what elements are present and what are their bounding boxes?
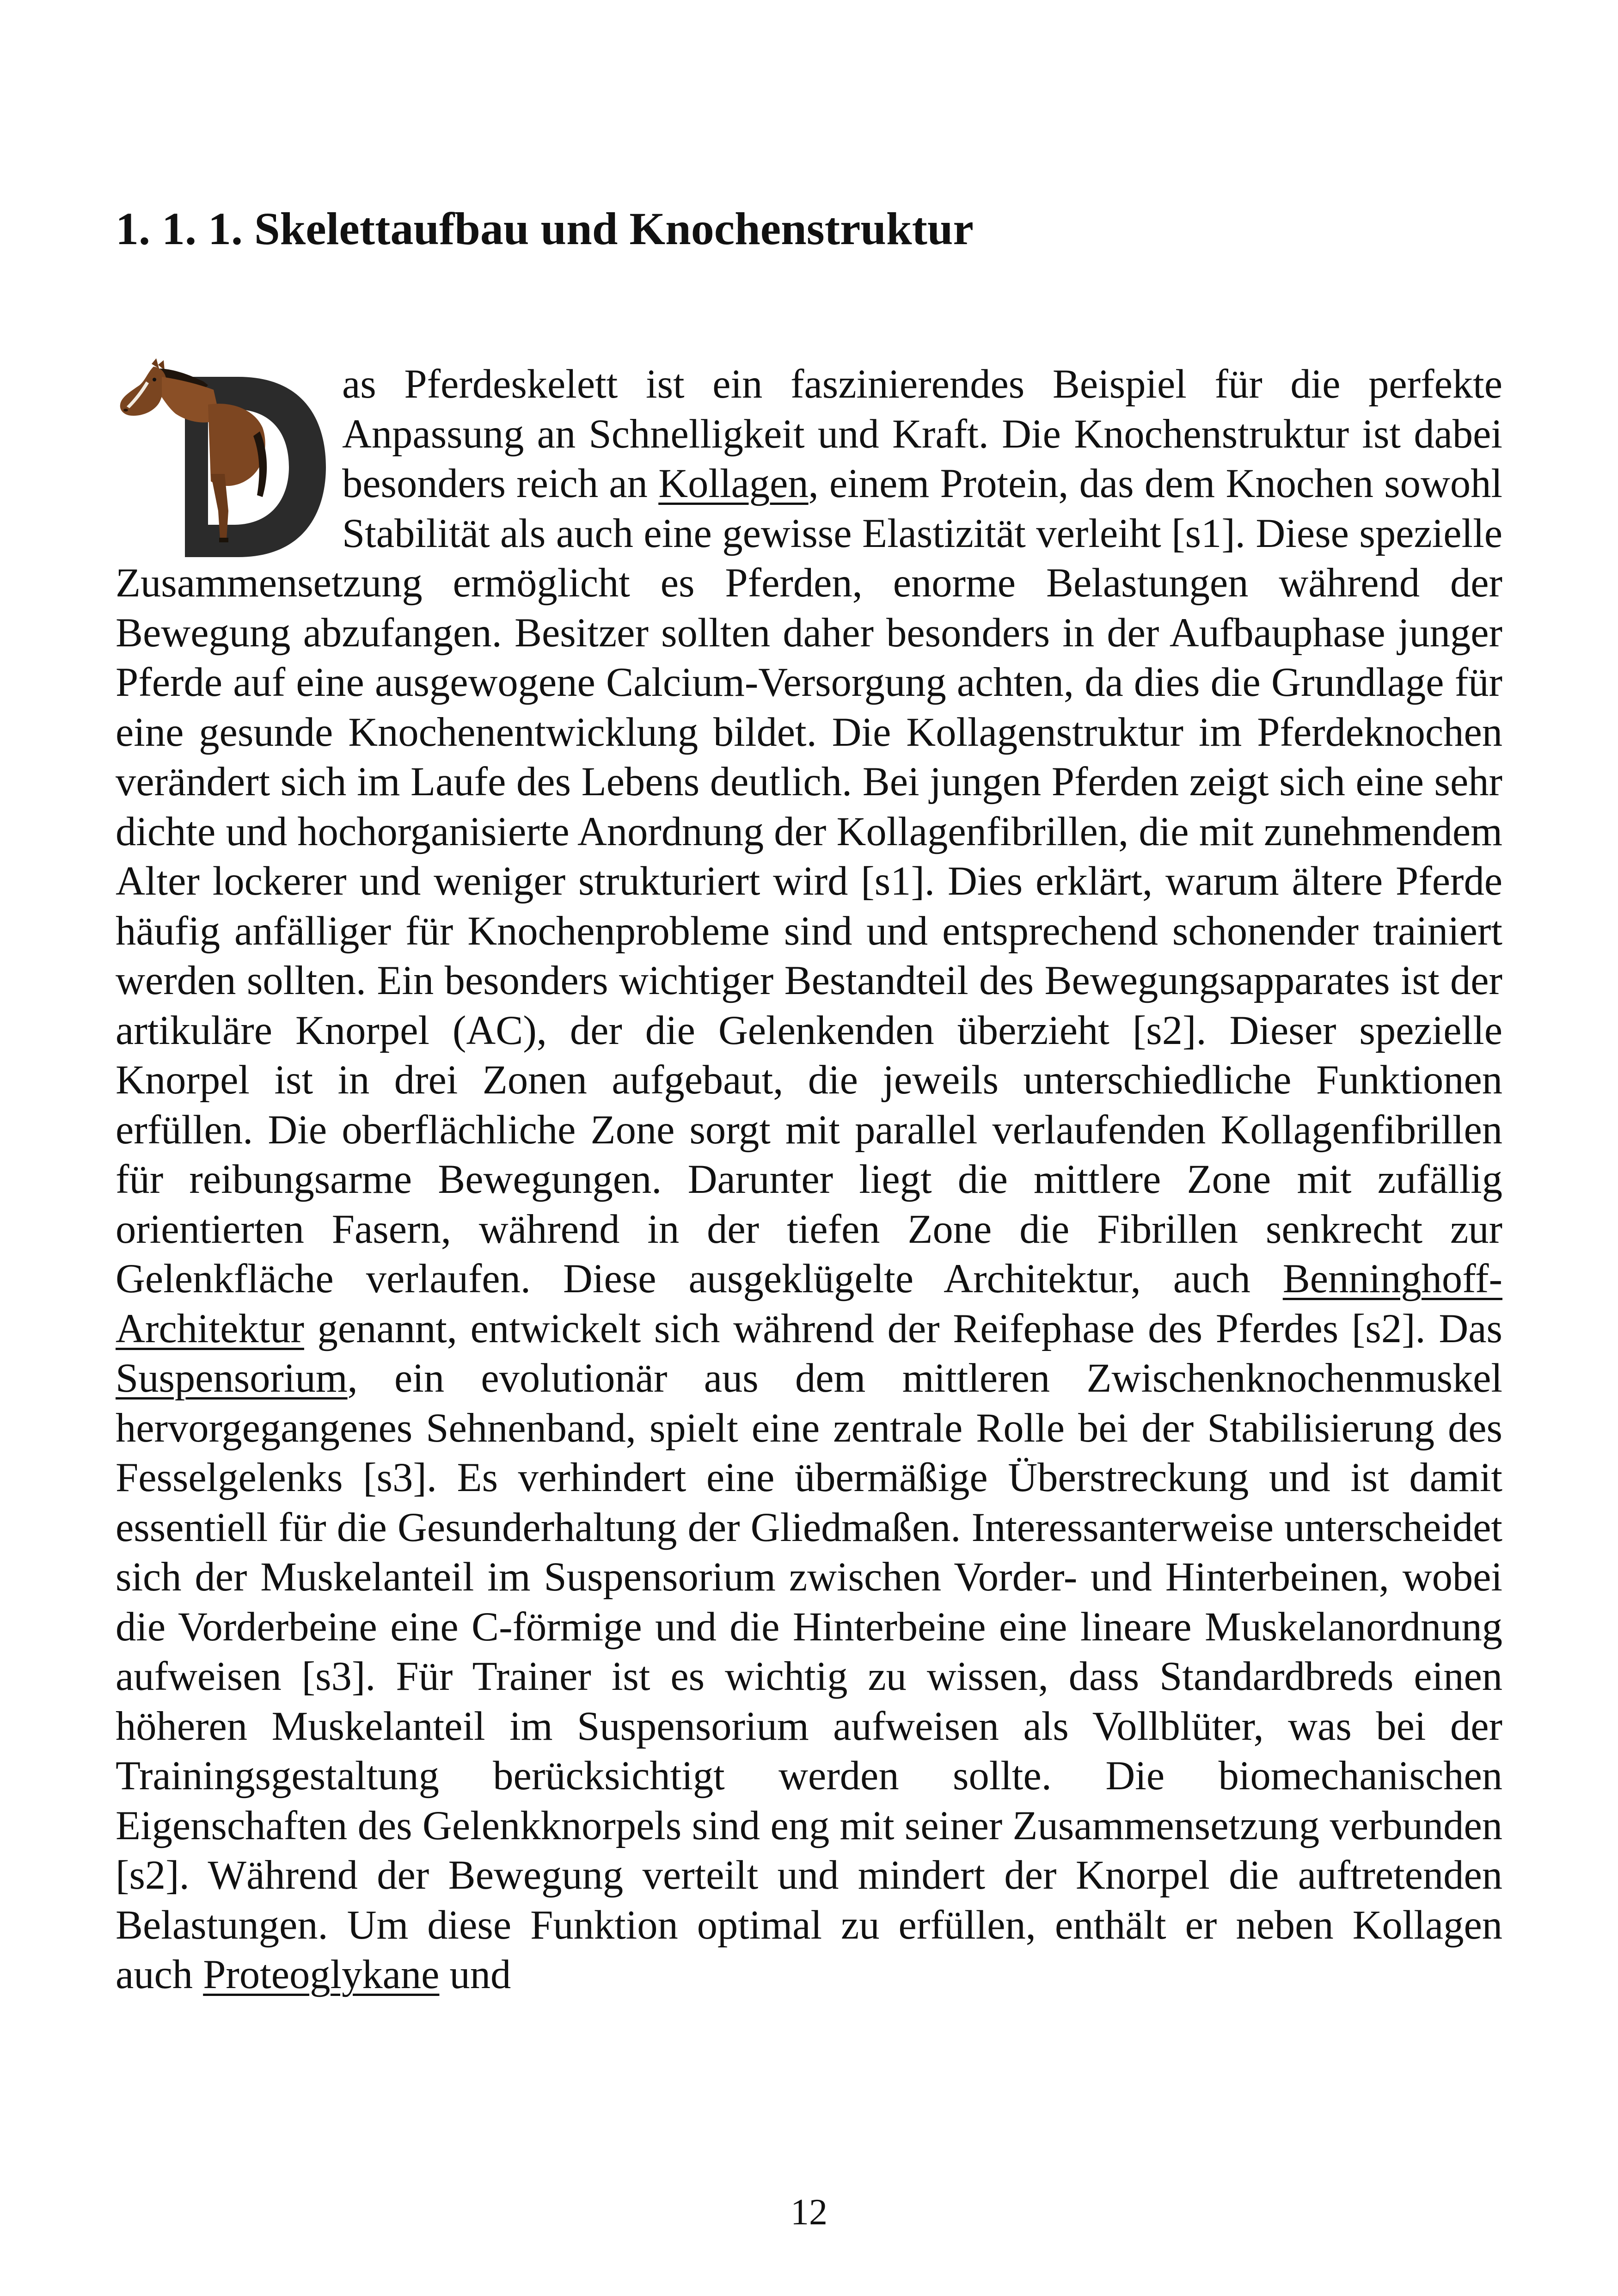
section-heading: 1. 1. 1. Skelettaufbau und Knochenstruktur: [116, 203, 974, 254]
body-text-segment: , ein evolutionär aus dem mittleren Zwischenknochenmuskel hervorgegangenes Sehnenband, spielt eine zentrale Rolle bei der Stabilisierung des Fesselgelenks [s3]. Es verhindert eine übermäßige Überstreckung und ist damit essentiell für die Gesunderhaltung der Gliedmaßen. Interessanterweise unterscheidet sich der Muskelanteil im Suspensorium zwischen Vorder- und Hinterbeinen, wobei die Vorderbeine eine C-förmige und die Hinterbeine eine lineare Muskelanordnung aufweisen [s3]. Für Trainer ist es wichtig zu wissen, dass Standardbreds einen höheren Muskelanteil im Suspensorium aufweisen als Vollblüter, was bei der Trainingsgestaltung berücksichtigt werden sollte. Die biomechanischen Eigenschaften des Gelenkknorpels sind eng mit seiner Zusammensetzung verbunden [s2]. Während der Bewegung verteilt und mindert der Knorpel die auftretenden Belastungen. Um diese Funktion optimal zu erfüllen, enthält er neben Kollagen auch: [116, 1356, 1502, 1997]
body-text-segment: genannt, entwickelt sich während der Reifephase des Pferdes [s2]. Das: [304, 1306, 1502, 1351]
page-number: 12: [791, 2192, 827, 2233]
link-proteoglykane[interactable]: Proteoglykane: [203, 1952, 440, 1997]
link-benninghoff-architektur[interactable]: Benninghoff-Architektur: [116, 1256, 1502, 1351]
body-text-segment: , einem Protein, das dem Knochen sowohl Stabilität als auch eine gewisse Elastizität verleiht [s1]. Diese spezielle Zusammensetzung ermöglicht es Pferden, enorme Belastungen während der Bewegung abzufangen. Besitzer sollten daher besonders in der Aufbauphase junger Pferde auf eine ausgewogene Calcium-Versorgung achten, da dies die Grundlage für eine gesunde Knochenentwicklung bildet. Die Kollagenstruktur im Pferdeknochen verändert sich im Laufe des Lebens deutlich. Bei jungen Pferden zeigt sich eine sehr dichte und hochorganisierte Anordnung der Kollagenfibrillen, die mit zunehmendem Alter lockerer und weniger strukturiert wird [s1]. Dies erklärt, warum ältere Pferde häufig anfälliger für Knochenprobleme sind und entsprechend schonender trainiert werden sollten. Ein besonders wichtiger Bestandteil des Bewegungsapparates ist der artikuläre Knorpel (AC), der die Gelenkenden überzieht [s2]. Dieser spezielle Knorpel ist in drei Zonen aufgebaut, die jeweils unterschiedliche Funktionen erfüllen. Die oberflächliche Zone sorgt mit parallel verlaufenden Kollagenfibrillen für reibungsarme Bewegungen. Darunter liegt die mittlere Zone mit zufällig orientierten Fasern, während in der tiefen Zone die Fibrillen senkrecht zur Gelenkfläche verlaufen. Diese ausgeklügelte Architektur, auch: [116, 461, 1502, 1301]
link-suspensorium[interactable]: Suspensorium: [116, 1356, 348, 1401]
body-text-segment: und: [439, 1952, 511, 1997]
body-paragraph: [116, 360, 1502, 2000]
body-text-segment: as Pferdeskelett ist ein faszinierendes Beispiel für die perfekte Anpassung an Schnelligkeit und Kraft. Die Knochenstruktur ist dabei besonders reich an: [342, 362, 1502, 506]
link-kollagen[interactable]: Kollagen: [658, 461, 809, 506]
drop-cap-spacer: [116, 360, 342, 559]
